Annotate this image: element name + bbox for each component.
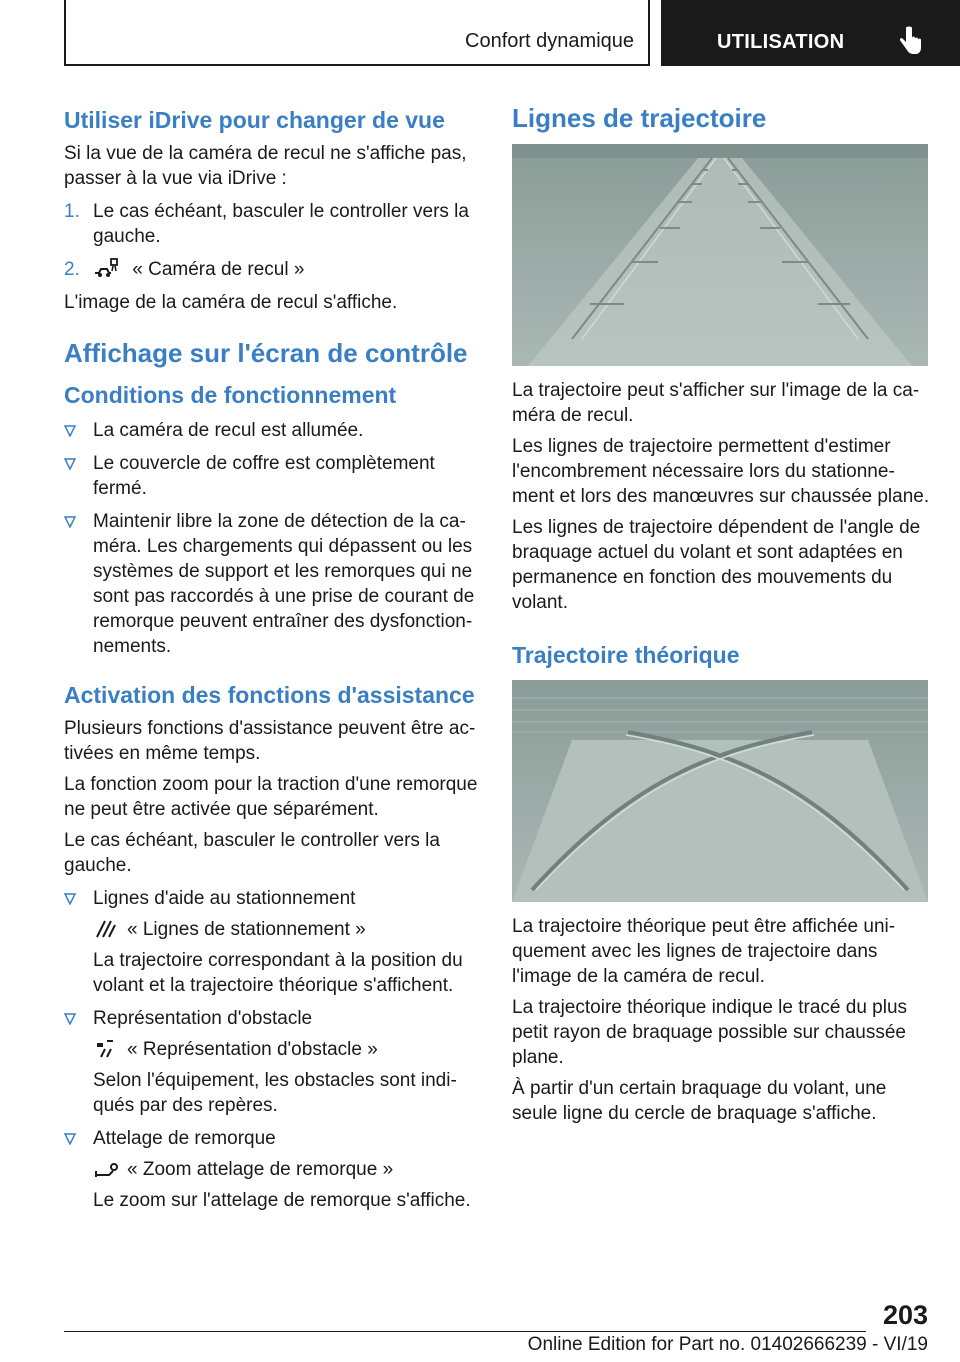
function-description: La trajectoire correspondant à la position du volant et la trajectoire théorique s'affichent. [93, 950, 463, 996]
function-menu-entry [93, 917, 478, 942]
footer-edition: Online Edition for Part no. 01402666239 - VI/19 [527, 1334, 928, 1355]
heading-trajectory-lines: Lignes de trajectoire [512, 103, 767, 133]
bullet-triangle-icon [64, 458, 76, 470]
paragraph-activation-2: La fonction zoom pour la traction d'une remorque ne peut être activée que séparément. [64, 774, 478, 820]
function-trailer [64, 1126, 478, 1213]
theoretical-trajectory-figure [512, 680, 928, 902]
bullet-triangle-icon [64, 1013, 76, 1025]
function-menu-label: « Lignes de stationnement » [127, 919, 366, 940]
step-1-number: 1. [64, 201, 80, 222]
obstacle-marker-icon [93, 1037, 119, 1059]
heading-activation: Activation des fonctions d'assistance [64, 682, 475, 708]
function-parking-lines [64, 886, 478, 998]
condition-item [64, 451, 478, 501]
function-title: Lignes d'aide au stationnement [93, 888, 356, 909]
condition-text: Le couvercle de coffre est complètement fermé. [93, 453, 435, 499]
function-menu-label: « Représentation d'obstacle » [127, 1039, 378, 1060]
bullet-triangle-icon [64, 516, 76, 528]
function-description: Le zoom sur l'attelage de remorque s'affiche. [93, 1190, 471, 1211]
step-2-text: « Caméra de recul » [132, 259, 305, 280]
function-title: Représentation d'obstacle [93, 1008, 313, 1029]
function-menu-label: « Zoom attelage de remorque » [127, 1159, 394, 1180]
page-number: 203 [882, 1300, 928, 1330]
paragraph-lines-3: Les lignes de trajectoire dépendent de l'angle de braquage actuel du volant et sont adaptées en permanence en fonction des mouvements du volant. [512, 517, 921, 613]
function-obstacle [64, 1006, 478, 1118]
step-2-number: 2. [64, 259, 80, 280]
trailer-hitch-icon [93, 1157, 119, 1179]
step-2 [64, 257, 478, 282]
heading-conditions: Conditions de fonctionnement [64, 382, 397, 408]
condition-text: La caméra de recul est allumée. [93, 420, 364, 441]
heading-idrive: Utiliser iDrive pour changer de vue [64, 107, 445, 133]
function-title: Attelage de remorque [93, 1128, 276, 1149]
paragraph-activation-1: Plusieurs fonctions d'assistance peuvent être activées en même temps. [64, 718, 476, 764]
paragraph-theo-2: La trajectoire théorique indique le tracé du plus petit rayon de braquage possible sur chaussée plane. [512, 997, 908, 1068]
condition-item [64, 418, 478, 443]
rear-camera-icon [93, 257, 119, 279]
paragraph-idrive: Si la vue de la caméra de recul ne s'affiche pas, passer à la vue via iDrive : [64, 143, 467, 189]
footer-divider [64, 1331, 866, 1332]
bullet-triangle-icon [64, 1133, 76, 1145]
heading-display: Affichage sur l'écran de contrôle [64, 338, 468, 368]
trajectory-lines-figure [512, 144, 928, 366]
condition-text: Maintenir libre la zone de détection de la caméra. Les chargements qui dépassent ou les systèmes de support et les remorques qui ne sont pas raccordés à une prise de courant de remorque peuvent entraîner des dysfonctionnements. [93, 511, 475, 657]
step-1-text: Le cas échéant, basculer le controller vers la gauche. [93, 201, 469, 247]
bullet-triangle-icon [64, 893, 76, 905]
function-menu-entry [93, 1037, 478, 1062]
bullet-triangle-icon [64, 425, 76, 437]
step-1 [64, 199, 478, 249]
header-section-box [64, 0, 650, 66]
header-chapter-title: UTILISATION [717, 31, 845, 53]
left-column [64, 98, 478, 1213]
paragraph-after-steps: L'image de la caméra de recul s'affiche. [64, 292, 398, 313]
parking-lines-icon [93, 917, 119, 939]
pointing-hand-icon [897, 26, 923, 56]
paragraph-theo-3: À partir d'un certain braquage du volant, une seule ligne du cercle de braquage s'affiche. [512, 1078, 887, 1124]
paragraph-theo-1: La trajectoire théorique peut être affichée uniquement avec les lignes de trajectoire dans l'image de la caméra de recul. [512, 916, 896, 987]
paragraph-activation-3: Le cas échéant, basculer le controller vers la gauche. [64, 830, 440, 876]
paragraph-lines-2: Les lignes de trajectoire permettent d'estimer l'encombrement nécessaire lors du stationnement et lors des manœuvres sur chaussée plane. [512, 436, 930, 507]
paragraph-lines-1: La trajectoire peut s'afficher sur l'image de la caméra de recul. [512, 380, 920, 426]
condition-item [64, 509, 478, 659]
function-description: Selon l'équipement, les obstacles sont indiqués par des repères. [93, 1070, 457, 1116]
function-menu-entry [93, 1157, 478, 1182]
right-column [512, 98, 930, 1132]
heading-theoretical-trajectory: Trajectoire théorique [512, 642, 740, 668]
header-chapter-box [661, 0, 960, 66]
header-section-title: Confort dynamique [465, 30, 634, 52]
